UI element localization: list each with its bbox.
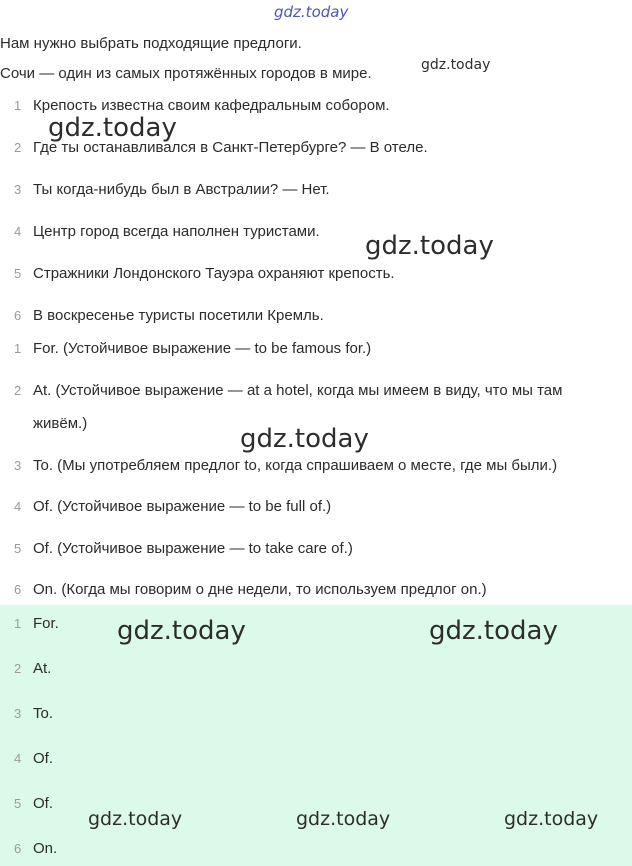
item-number: 5 <box>14 541 22 556</box>
list-item <box>14 497 331 517</box>
item-number: 3 <box>14 182 22 197</box>
list-item <box>14 456 557 476</box>
item-number: 2 <box>14 661 22 676</box>
item-text: On. (Когда мы говорим о дне недели, то используем предлог on.) <box>33 581 487 598</box>
item-text: Стражники Лондонского Тауэра охраняют крепость. <box>33 265 395 282</box>
intro-task: Нам нужно выбрать подходящие предлоги. <box>0 35 302 52</box>
item-number: 1 <box>14 341 22 356</box>
list-item <box>14 614 59 634</box>
list-item <box>14 839 57 859</box>
watermark: gdz.today <box>48 113 177 143</box>
item-text: Центр город всегда наполнен туристами. <box>33 223 320 240</box>
list-item <box>14 749 53 769</box>
list-item <box>14 306 324 326</box>
list-item <box>14 339 371 359</box>
intro-example: Сочи — один из самых протяжённых городов в мире. <box>0 65 372 82</box>
item-number: 5 <box>14 266 22 281</box>
list-item <box>14 704 53 724</box>
list-item-continuation: живём.) <box>33 415 88 432</box>
watermark: gdz.today <box>240 424 369 454</box>
item-text: Of. <box>33 795 54 812</box>
list-item <box>14 222 320 242</box>
item-text: For. (Устойчивое выражение — to be famous for.) <box>33 340 372 357</box>
item-text: On. <box>33 840 58 857</box>
item-text: Где ты останавливался в Санкт-Петербурге? — В отеле. <box>33 139 428 156</box>
item-text: Of. <box>33 750 54 767</box>
item-text: At. <box>33 660 52 677</box>
item-number: 1 <box>14 98 22 113</box>
item-number: 1 <box>14 616 22 631</box>
item-text: Of. (Устойчивое выражение — to take care of.) <box>33 540 353 557</box>
item-number: 4 <box>14 224 22 239</box>
list-item <box>14 659 51 679</box>
watermark: gdz.today <box>365 231 494 261</box>
item-number: 2 <box>14 383 22 398</box>
item-number: 4 <box>14 751 22 766</box>
watermark: gdz.today <box>421 57 491 73</box>
watermark: gdz.today <box>296 808 391 830</box>
item-number: 3 <box>14 458 22 473</box>
item-number: 5 <box>14 796 22 811</box>
item-text: At. (Устойчивое выражение — at a hotel, когда мы имеем в виду, что мы там <box>33 382 563 399</box>
item-text: В воскресенье туристы посетили Кремль. <box>33 307 324 324</box>
list-item <box>14 580 487 600</box>
item-number: 2 <box>14 140 22 155</box>
list-item <box>14 264 395 284</box>
item-text: Ты когда-нибудь был в Австралии? — Нет. <box>33 181 330 198</box>
item-number: 3 <box>14 706 22 721</box>
watermark-top[interactable]: gdz.today <box>274 3 349 21</box>
watermark: gdz.today <box>429 616 558 646</box>
item-number: 6 <box>14 308 22 323</box>
watermark: gdz.today <box>88 808 183 830</box>
item-text: For. <box>33 615 59 632</box>
item-number: 6 <box>14 841 22 856</box>
item-text: To. <box>33 705 54 722</box>
list-item <box>14 180 330 200</box>
list-item <box>14 381 562 401</box>
watermark: gdz.today <box>504 808 599 830</box>
item-number: 6 <box>14 582 22 597</box>
item-text: Of. (Устойчивое выражение — to be full of.) <box>33 498 332 515</box>
watermark: gdz.today <box>117 616 246 646</box>
item-text: To. (Мы употребляем предлог to, когда спрашиваем о месте, где мы были.) <box>33 457 558 474</box>
item-text: Крепость известна своим кафедральным собором. <box>33 97 390 114</box>
list-item <box>14 794 53 814</box>
list-item <box>14 539 353 559</box>
item-number: 4 <box>14 499 22 514</box>
